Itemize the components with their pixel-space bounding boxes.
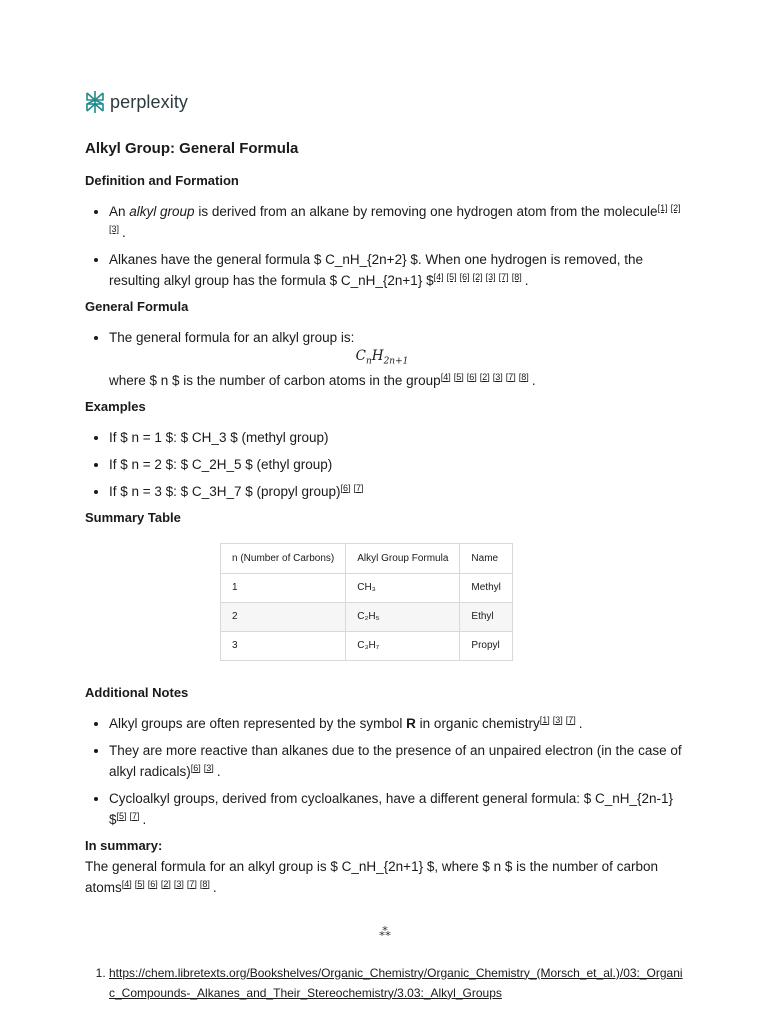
citation-link[interactable]: [1] <box>539 714 550 725</box>
list-item: • If $ n = 1 $: $ CH_3 $ (methyl group) <box>109 427 685 448</box>
list-item: • They are more reactive than alkanes due to the presence of an unpaired electron (in the case of alkyl radicals)[6] [3] . <box>109 740 685 782</box>
citation-link[interactable]: [4] <box>440 371 451 382</box>
citation-link[interactable]: [7] <box>186 878 197 889</box>
perplexity-logo[interactable] <box>85 90 188 114</box>
section-heading-in-summary: In summary: <box>85 837 163 853</box>
citation-link[interactable]: [7] <box>498 272 509 282</box>
citation-link[interactable]: [3] <box>109 224 120 234</box>
page-title: Alkyl Group: General Formula <box>85 140 299 157</box>
citation-link[interactable]: [5] <box>116 810 127 821</box>
citations <box>122 879 213 889</box>
table-row <box>221 573 513 602</box>
examples-list <box>85 427 685 502</box>
column-header: Alkyl Group Formula <box>346 543 460 573</box>
citation-link[interactable]: [5] <box>453 371 464 382</box>
citation-link[interactable]: [6] <box>340 482 351 493</box>
references-list <box>85 963 685 1003</box>
answer-content <box>85 138 685 1003</box>
column-header: n (Number of Carbons) <box>221 543 346 573</box>
table-header-row <box>221 543 513 573</box>
citation-link[interactable]: [2] <box>670 203 681 213</box>
reference-item <box>109 963 685 1003</box>
citation-link[interactable]: [8] <box>511 272 522 282</box>
citation-link[interactable]: [1] <box>657 203 668 213</box>
table-cell: Ethyl <box>460 602 512 631</box>
notes-list <box>85 713 685 830</box>
column-header: Name <box>460 543 512 573</box>
general-formula-list <box>85 327 685 391</box>
citation-link[interactable]: [7] <box>505 371 516 382</box>
table-cell: 1 <box>221 573 346 602</box>
citation-link[interactable]: [3] <box>552 714 563 725</box>
citation-link[interactable]: [6] <box>466 371 477 382</box>
citation-link[interactable]: [3] <box>492 371 503 382</box>
citation-link[interactable]: [8] <box>518 371 529 382</box>
citation-link[interactable]: [4] <box>433 272 444 282</box>
citation-link[interactable]: [3] <box>173 878 184 889</box>
section-heading-definition: Definition and Formation <box>85 173 239 188</box>
list-item: • The general formula for an alkyl group is: $C_nH_{2n+1}$ where $ n $ is the number of carbon atoms in the group[4] [5] [6] [2] [3] [7] [8] . <box>109 327 685 391</box>
table-row <box>221 631 513 660</box>
section-heading-additional-notes: Additional Notes <box>85 684 189 700</box>
citation-link[interactable]: [6] <box>147 878 158 889</box>
summary-paragraph: The general formula for an alkyl group is $ C_nH_{2n+1} $, where $ n $ is the number of carbon atoms[4] [5] [6] [2] [3] [7] [8] . <box>85 858 658 895</box>
list-item: • Alkyl groups are often represented by the symbol R in organic chemistry[1] [3] [7] . <box>109 713 685 734</box>
list-item: • Alkanes have the general formula $ C_nH_{2n+2} $. When one hydrogen is removed, the resulting alkyl group has the formula $ C_nH_{2n+1} $[4] [5] [6] [2] [3] [7] [8] . <box>109 249 685 291</box>
definition-list <box>85 201 685 291</box>
perplexity-wordmark: perplexity <box>110 91 189 112</box>
citation-link[interactable]: [5] <box>134 878 145 889</box>
section-separator: ⁂ <box>379 924 391 939</box>
citations <box>540 715 579 725</box>
citation-link[interactable]: [5] <box>446 272 457 282</box>
table-cell: Methyl <box>460 573 512 602</box>
section-heading-summary-table: Summary Table <box>85 509 181 525</box>
citation-link[interactable]: [7] <box>129 810 140 821</box>
citation-link[interactable]: [2] <box>160 878 171 889</box>
citation-link[interactable]: [4] <box>121 878 132 889</box>
citations <box>117 811 143 821</box>
list-item: • Cycloalkyl groups, derived from cycloalkanes, have a different general formula: $ C_nH_{2n-1} $[5] [7] . <box>109 788 685 830</box>
citation-link[interactable]: [8] <box>199 878 210 889</box>
section-heading-examples: Examples <box>85 398 146 414</box>
formula-display: $C_nH_{2n+1}$ <box>355 348 409 367</box>
citation-link[interactable]: [7] <box>353 482 364 493</box>
citations <box>191 763 217 773</box>
section-heading-general-formula: General Formula <box>85 299 189 314</box>
citation-link[interactable]: [2] <box>472 272 483 282</box>
table-cell: CH₃ <box>346 573 460 602</box>
citation-link[interactable]: [7] <box>565 714 576 725</box>
citation-link[interactable]: [3] <box>203 762 214 773</box>
citations <box>441 372 532 382</box>
table-cell: 2 <box>221 602 346 631</box>
table-cell: C₂H₅ <box>346 602 460 631</box>
list-item: • An alkyl group is derived from an alkane by removing one hydrogen atom from the molecule[1] [2][3] . <box>109 201 685 243</box>
citation-link[interactable]: [6] <box>459 272 470 282</box>
citation-link[interactable]: [2] <box>479 371 490 382</box>
table-row <box>221 602 513 631</box>
reference-link[interactable]: https://chem.libretexts.org/Bookshelves/Organic_Chemistry/Organic_Chemistry_(Morsch_et_al.)/03:_Organic_Compounds-_Alkanes_and_Their_Stereochemistry/3.03:_Alkyl_Groups <box>109 965 683 1000</box>
table-cell: C₃H₇ <box>346 631 460 660</box>
table-cell: 3 <box>221 631 346 660</box>
citation-link[interactable]: [3] <box>485 272 496 282</box>
table-cell: Propyl <box>460 631 512 660</box>
list-item: • If $ n = 2 $: $ C_2H_5 $ (ethyl group) <box>109 454 685 475</box>
summary-table <box>220 543 513 661</box>
citation-link[interactable]: [6] <box>190 762 201 773</box>
citations <box>434 272 525 282</box>
list-item: • If $ n = 3 $: $ C_3H_7 $ (propyl group)[6] [7] <box>109 481 685 502</box>
citations <box>341 483 367 493</box>
perplexity-logo-icon <box>85 90 105 114</box>
